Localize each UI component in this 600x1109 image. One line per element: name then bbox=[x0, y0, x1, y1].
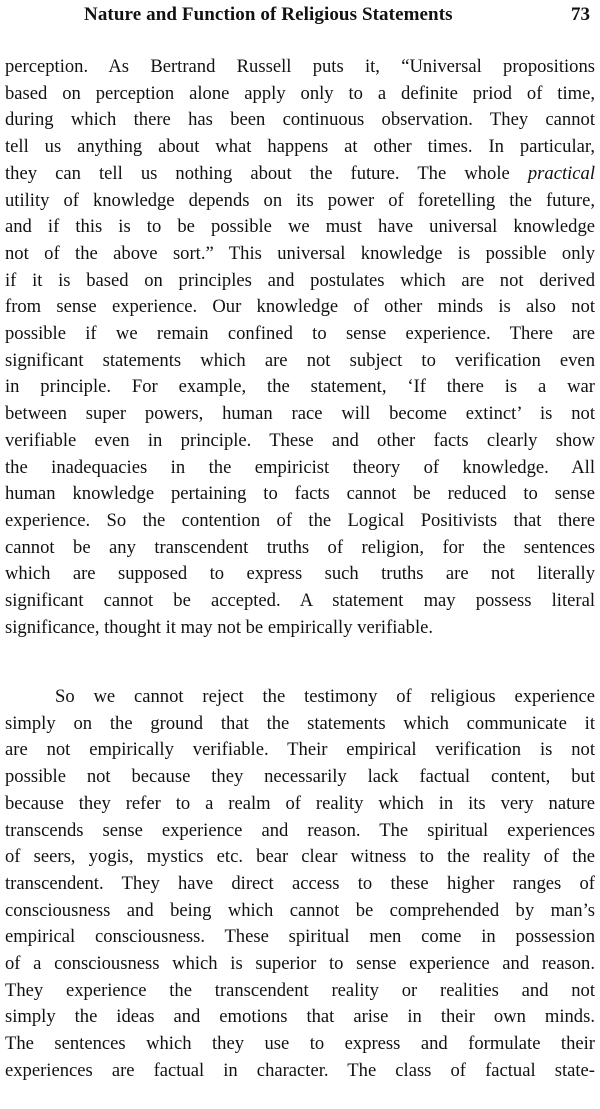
text-line: So we cannot reject the testimony of religious experience bbox=[55, 686, 595, 707]
text-line: transcendent. They have direct access to these higher ranges of bbox=[5, 872, 595, 894]
text-line: and if this is to be possible we must have universal knowledge bbox=[5, 216, 595, 238]
text-line-with-italic bbox=[5, 161, 595, 188]
text-line: based on perception alone apply only to a definite priod of time, bbox=[5, 82, 595, 104]
text-line: the inadequacies in the empiricist theory of knowledge. All bbox=[5, 456, 595, 478]
text-segment: they can tell us nothing about the future. The whole bbox=[5, 162, 510, 184]
text-line: are not empirically verifiable. Their empirical verification is not bbox=[5, 739, 595, 761]
paragraph-2 bbox=[5, 684, 595, 1085]
text-line: transcends sense experience and reason. The spiritual experiences bbox=[5, 819, 595, 841]
text-line: between super powers, human race will become extinct’ is not bbox=[5, 403, 595, 425]
text-line: in principle. For example, the statement, ‘If there is a war bbox=[5, 376, 595, 398]
text-line: simply the ideas and emotions that arise in their own minds. bbox=[5, 1006, 595, 1028]
page-number: 73 bbox=[571, 4, 590, 25]
text-line: possible not because they necessarily lack factual content, but bbox=[5, 766, 595, 788]
text-line: consciousness and being which cannot be comprehended by man’s bbox=[5, 899, 595, 921]
paragraph-1 bbox=[5, 54, 595, 641]
text-line: which are supposed to express such truths are not literally bbox=[5, 563, 595, 585]
text-line: from sense experience. Our knowledge of other minds is also not bbox=[5, 296, 595, 318]
italic-word: practical bbox=[527, 162, 595, 184]
text-line: utility of knowledge depends on its power of foretelling the future, bbox=[5, 189, 595, 211]
text-line: simply on the ground that the statements which communicate it bbox=[5, 712, 595, 734]
text-line: perception. As Bertrand Russell puts it, “Universal propositions bbox=[5, 56, 595, 77]
text-line: not of the above sort.” This universal knowledge is possible only bbox=[5, 242, 595, 264]
text-line: cannot be any transcendent truths of religion, for the sentences bbox=[5, 536, 595, 558]
text-line: significant statements which are not subject to verification even bbox=[5, 349, 595, 371]
text-line: verifiable even in principle. These and other facts clearly show bbox=[5, 429, 595, 451]
text-line: experiences are factual in character. The class of factual state- bbox=[5, 1059, 595, 1081]
text-line: human knowledge pertaining to facts cannot be reduced to sense bbox=[5, 483, 595, 505]
text-line: They experience the transcendent reality or realities and not bbox=[5, 979, 595, 1001]
text-line: empirical consciousness. These spiritual men come in possession bbox=[5, 926, 595, 948]
text-line: experience. So the contention of the Logical Positivists that there bbox=[5, 509, 595, 531]
text-line: of a consciousness which is superior to sense experience and reason. bbox=[5, 953, 595, 975]
text-line: during which there has been continuous observation. They cannot bbox=[5, 109, 595, 131]
text-line: possible if we remain confined to sense experience. There are bbox=[5, 323, 595, 345]
text-line: significance, thought it may not be empirically verifiable. bbox=[5, 616, 434, 638]
text-line: tell us anything about what happens at other times. In particular, bbox=[5, 136, 595, 158]
text-line: of seers, yogis, mystics etc. bear clear witness to the reality of the bbox=[5, 846, 595, 868]
text-line: if it is based on principles and postulates which are not derived bbox=[5, 269, 595, 291]
running-header-title: Nature and Function of Religious Statements bbox=[84, 4, 453, 25]
text-line: The sentences which they use to express and formulate their bbox=[5, 1033, 595, 1055]
running-header bbox=[84, 4, 590, 30]
text-line: significant cannot be accepted. A statement may possess literal bbox=[5, 590, 595, 612]
text-line: because they refer to a realm of reality which in its very nature bbox=[5, 792, 595, 814]
